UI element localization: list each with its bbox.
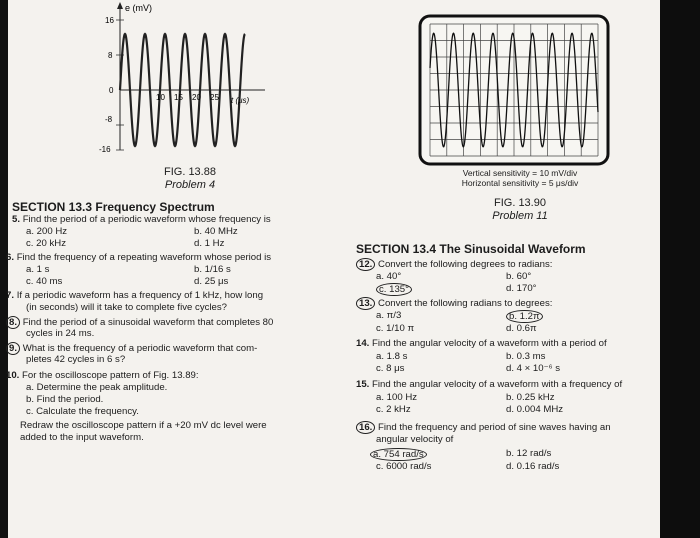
option: c. 40 ms — [26, 276, 63, 287]
subpart: c. Calculate the frequency. — [26, 406, 139, 417]
option: c. 1/10 π — [376, 323, 415, 334]
problem-16 — [356, 421, 611, 434]
option: d. 4 × 10⁻⁶ s — [506, 363, 561, 374]
circled-problem-number: 8. — [6, 316, 20, 329]
option: b. 1/16 s — [194, 264, 231, 275]
problem-text: Convert the following radians to degrees: — [378, 298, 553, 309]
problem-number: 10. — [6, 370, 20, 381]
x-axis-unit: t (μs) — [231, 96, 250, 105]
figure-13-88-caption — [140, 166, 240, 192]
subpart: b. Find the period. — [26, 394, 104, 405]
circled-option: a. 754 rad/s — [370, 448, 427, 461]
problem-text: For the oscilloscope pattern of Fig. 13.89: — [22, 370, 199, 381]
scan-edge-left — [0, 0, 8, 538]
y-tick-label: 8 — [108, 51, 113, 60]
problem-number: 14. — [356, 338, 370, 349]
figure-13-90-caption — [470, 197, 570, 223]
option: c. 20 kHz — [26, 238, 66, 249]
y-tick-label: 0 — [109, 86, 114, 95]
problem-number: 15. — [356, 379, 370, 390]
option-circled — [376, 283, 412, 296]
problem-12 — [356, 258, 552, 271]
y-tick-label: -16 — [99, 145, 111, 154]
circled-problem-number: 12. — [356, 258, 375, 271]
option: a. 1.8 s — [376, 351, 408, 362]
problem-text: Find the angular velocity of a waveform with a frequency of — [372, 379, 623, 390]
figure-number: FIG. 13.90 — [494, 197, 546, 209]
sensitivity-notes — [440, 168, 600, 188]
option: d. 25 μs — [194, 276, 229, 287]
option: b. 40 MHz — [194, 226, 238, 237]
problem-text-continued: cycles in 24 ms. — [26, 328, 95, 339]
option-circled — [506, 310, 543, 323]
problem-7 — [6, 290, 263, 302]
option: d. 170° — [506, 283, 537, 294]
section-13-3-heading: SECTION 13.3 Frequency Spectrum — [12, 200, 215, 214]
horizontal-sensitivity: Horizontal sensitivity = 5 μs/div — [461, 178, 579, 188]
option: b. 12 rad/s — [506, 448, 552, 459]
option-circled — [370, 448, 427, 461]
problem-text-continued: angular velocity of — [376, 434, 454, 445]
figure-13-90-oscilloscope — [418, 14, 610, 166]
vertical-sensitivity: Vertical sensitivity = 10 mV/div — [462, 168, 578, 178]
option: a. 40° — [376, 271, 402, 282]
problem-text: Find the angular velocity of a waveform with a period of — [372, 338, 607, 349]
problem-5 — [12, 214, 271, 226]
circled-problem-number: 9. — [6, 342, 20, 355]
section-13-4-problems — [356, 258, 656, 508]
problem-number: 5. — [12, 214, 21, 225]
y-axis-arrow-icon — [117, 2, 123, 9]
option: a. 100 Hz — [376, 392, 418, 403]
problem-13 — [356, 297, 552, 310]
figure-number: FIG. 13.88 — [164, 166, 216, 178]
option: c. 8 μs — [376, 363, 405, 374]
problem-text: If a periodic waveform has a frequency of 1 kHz, how long — [16, 290, 264, 301]
option: a. π/3 — [376, 310, 402, 321]
option: a. 1 s — [26, 264, 50, 275]
figure-problem: Problem 11 — [492, 210, 548, 222]
problem-number: 7. — [6, 290, 15, 301]
x-tick-label: 25 — [210, 93, 219, 102]
problem-text: Find the frequency of a repeating waveform whose period is — [16, 252, 272, 263]
problem-text: What is the frequency of a periodic waveform that com- — [22, 343, 258, 354]
option: b. 60° — [506, 271, 532, 282]
subpart: a. Determine the peak amplitude. — [26, 382, 168, 393]
problem-text: Find the frequency and period of sine waves having an — [378, 422, 611, 433]
circled-option: c. 135° — [376, 283, 412, 296]
problem-text: Find the period of a periodic waveform whose frequency is — [22, 214, 271, 225]
circled-option: b. 1.2π — [506, 310, 543, 323]
option: d. 1 Hz — [194, 238, 225, 249]
option: d. 0.16 rad/s — [506, 461, 560, 472]
redraw-instruction-continued: added to the input waveform. — [20, 432, 144, 443]
option: b. 0.3 ms — [506, 351, 546, 362]
circled-problem-number: 16. — [356, 421, 375, 434]
section-13-3-problems — [6, 214, 342, 494]
option: c. 2 kHz — [376, 404, 411, 415]
y-axis-label: e (mV) — [125, 3, 152, 13]
redraw-instruction: Redraw the oscilloscope pattern if a +20 mV dc level were — [20, 420, 267, 431]
problem-number: 6. — [6, 252, 15, 263]
x-tick-label: 10 — [156, 93, 165, 102]
y-tick-label: 16 — [105, 16, 114, 25]
figure-13-88-graph — [95, 0, 275, 160]
option: d. 0.004 MHz — [506, 404, 564, 415]
option: a. 200 Hz — [26, 226, 68, 237]
problem-text: Find the period of a sinusoidal waveform that completes 80 — [22, 317, 274, 328]
figure-problem: Problem 4 — [164, 179, 216, 191]
section-13-4-heading: SECTION 13.4 The Sinusoidal Waveform — [356, 242, 586, 256]
problem-10 — [6, 370, 199, 382]
option: d. 0.6π — [506, 323, 537, 334]
problem-15 — [356, 379, 622, 391]
x-tick-label: 15 — [174, 93, 183, 102]
circled-problem-number: 13. — [356, 297, 375, 310]
option: b. 0.25 kHz — [506, 392, 555, 403]
problem-text-continued: (in seconds) will it take to complete five cycles? — [26, 302, 228, 313]
x-tick-label: 20 — [192, 93, 201, 102]
problem-text-continued: pletes 42 cycles in 6 s? — [26, 354, 126, 365]
option: c. 6000 rad/s — [376, 461, 432, 472]
scan-edge-right — [660, 0, 700, 538]
problem-14 — [356, 338, 607, 350]
problem-text: Convert the following degrees to radians: — [378, 259, 553, 270]
problem-6 — [6, 252, 271, 264]
y-tick-label: -8 — [105, 115, 113, 124]
